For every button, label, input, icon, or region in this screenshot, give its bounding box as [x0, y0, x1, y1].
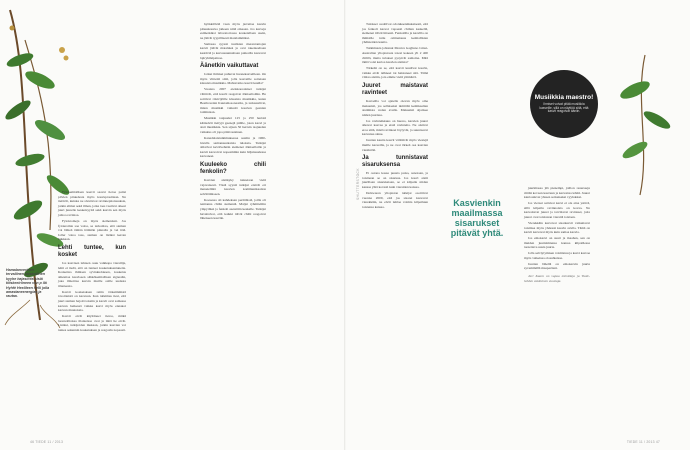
music-badge — [530, 70, 598, 138]
paragraph: juurimassa jää pienempi, joillon resursseja riittää kovaan kasvuun ja kasvattaa lehtiä. Juuret kiertoutuvat yhteen sotkuiseksi vyyhdeksi. — [524, 186, 590, 200]
section-heading: Äänetkin vaikuttavat — [200, 63, 259, 70]
paragraph: Tulokset osoittivat odotuksenmukaisesti, että jos fenkoli kasvoi vapaasti chilien keskellä, siemenet itävät hitaasti. Fenkolilla ja kasvilla on ihmisille tuttu ominaisuus kemiallisten yhdisteiden kautta. — [362, 22, 428, 45]
author-note: Jari Kaaro on vapaa toimittaja ja Tiede-lehden vakituinen avustaja. — [524, 274, 590, 283]
paragraph: Juurten lähellä on emokasvin juuria syvemmällä maaperässä. — [524, 261, 590, 271]
right-column-2 — [524, 186, 590, 285]
paragraph: Vuonna 2007 etelakorealaiset tutkijat väittivät, että kasvit reagoivat ääniaaltoihin. He soittivat riisivijöille klassista musiikkia, kuten Beethovenin Kuutamosonaattia, ja tarkastelivat, miten musiikki vaikutti kasvien geenien toimintaan. — [200, 87, 266, 115]
paragraph: Tutkimusta johtanut Monica Gagliano Länsi-Australian yliopistosta totesi kokeen yli 2 400 chililä, mutta tulokset pysyivät samoina. Mitä tämä voisi kertoa kasvien aistista? — [362, 46, 428, 65]
section-heading: Lehti tuntee, kun kosket — [58, 244, 126, 258]
section-heading: Ja tunnistavat sisaruksensa — [362, 155, 428, 169]
image-caption: Hamalanverinen tervaliinen kirskoliinen kyyhe hajasiittis sisiä tiitskeeiriineen vón p ilä Hyhfè Heelileen helli jolla amastaneenergiaa ja rautaa. — [6, 268, 50, 299]
badge-title: Musiikkia maestro! — [534, 93, 594, 101]
paragraph: Kasvien aistikyky tunnetaan vielä vajavaisesti. Tästä syystä tutkijat etsivät eri menetelmiä kasvien kommunikaation selvittämiseen. — [200, 178, 266, 196]
paragraph: hyökkäävää vaan myös jarruttaa kasvin pituuskasvua jatkaen niitä oikeaan. Jos kasveja esimerkiksi laboratoriossa kosketellaan usein, ne jäävät tyypillisesti matalammiksi. — [200, 22, 266, 40]
paragraph: Et ostona kasaa puusta putsa, sanotaan, ja toisinaan se on sisaruus. Jos kasvi aistii juurillaan sisaruksiaan, se ei kilpaile niiden kanssa yhtä kovasti kuin vieraiden kanssa. — [362, 171, 428, 189]
paragraph: Kasvit kosketaksen reitin tärkeimmistä tavoitteistä on kasvuun. Kun tutkimus tiesi, että juuri siemen hajotti toksiin ja kasvit ovat samassa kasvun hetkessä vaikka kasvi myös ennakoi kasvun muutoksia. — [58, 289, 126, 313]
paragraph: Koesessa oli kahdeksan perättäistä, joilla oli tenttanna chilin siemeniä. Maljat ryhmiteltiin ympyräksi ja fenkoli asetettiin keskelle. Tutkijat havaitsivat, että kaikki itävät chilit reagoivat läheiseen kasviin. — [200, 197, 266, 221]
left-column-1 — [58, 190, 126, 334]
paragraph: Jos emokasvi on suurt ja maahan, sen on muiden juurisimiensa kanssa kilpaillessa tuotettava uusia juuria. — [524, 236, 590, 250]
paragraph: Delawaren yliopiston tutkijat osoittivat vuonna 2009, että jos sisaret kasvavat vierekkäin, ne eivät tuhlaa voimia kilpailuun toistensa kanssa. — [362, 190, 428, 209]
paragraph: Tärkeää on se, että kasvit kuulivat kasvin, vaikka eivät nähneet tai haistaneet sitä. Tämä viittaa aistiin, jota emme vielä ymmärrä. — [362, 66, 428, 80]
paragraph: Juurten kautta kasvit välittävät myös viestejä muille kasveille, ja ne ovat tärkeä osa kasvien viestintää. — [362, 138, 428, 152]
paragraph: Kanadalaistutkimuksessa saatiin ja 1960-luvulla samansuuntaisia tuloksia. Tutkijat altistivat kevätvehnän siemenet ääniaalloille ja kasvit kasvoivat nopeammin kuin hiljaisuudessa kasvaneet. — [200, 136, 266, 159]
paragraph: Jotkut ihmiset puhuvat huonekasveilleen. On myös viitteitä siitä, jolla kasveille soitetaan klassista musiikkia. Mahtavatko kasvit kuulla? — [200, 72, 266, 86]
paragraph: Jos vieraat sattuvat kasvi ei ole aina ystävä, sillä kilpailu ravinnoista on kovaa. Ne kasvattavat juuret ja tarvittavat ravinteet, jotta juuret ovat toisistaan vieraitä toistaan. — [524, 201, 590, 219]
leaf-decoration — [605, 50, 675, 200]
paragraph: Musiikin taajuudet 125 ja 250 hertsiä käänsivät tiettyjä geenejä päälle, joten kasvi ja aisti musiikkia. Sen sijaan 50 hertsin taajuuden vaikutus oli jopa päinvastainen. — [200, 116, 266, 135]
paragraph: Vierekkäin kasvavat sisarkasvit vaikuttavat toisiinsa myös yhdessä kasvin avulla. Tämä on kasvit kasvavat myös kuin samaa kasvia. — [524, 220, 590, 235]
paragraph: Jolla selviytymisen voimistuu ja kasvi kasvaa myös vaikeissa olosuhteissa. — [524, 251, 590, 260]
section-heading: Juuret maistavat ravinteet — [362, 82, 428, 96]
paragraph: Kasveilla voi ajatella olevan myös oma makuaisti, jos sellaiseksi nimittää kemikaalien aistimista veden avulla. Makuaisti sijaitsee niiden juurissa. — [362, 98, 428, 117]
page-gutter — [344, 0, 346, 450]
badge-text: Ihmiset voivat pitää musiikkia kasveille, sillä on näyttöä siitä, että kasvit reagoivat ääniin. — [539, 101, 589, 114]
photo-credit: SHUTTERSTOCK — [356, 168, 360, 200]
left-column-2 — [200, 22, 266, 222]
paragraph: Kasvit eivät käyttäneet tietoa, mitkä luonnollisissa tilanteissa ovat ja mitä he eivät. Lisäksi, tutkijoiden mukaan, jotkin kasvien voi tuntea sekunnin kosketuksen ja reagoida nopeasti. — [58, 314, 126, 333]
paragraph: Samassa syyssä tuulisten merenrantojen kasvit jäävät matalaksi ja ovat rakenteeltaan kestäviä ja kasvusuunnaltaan paikoilla kasvavat lajiryhmäpainoa. — [200, 41, 266, 60]
section-heading: Kuuleeko chili fenkolin? — [200, 162, 266, 175]
pull-quote: Kasvienkin maailmassa sisarukset pitävät yhtä. — [450, 198, 504, 238]
paragraph: Jos kasvisen lehteen osuu vaikkapa vierailija, lehti ei tiedä, että on tunteet kosketuksentuneita. Koskettaa ihmisen syvinkudoksen, kosketus aiheuttaa kasviseen sähkökemiallisen signaalin, joka ilmoittaa kasvin muille osille uudesta tilanteesta. — [58, 260, 126, 288]
folio-right: TIEDE 11 / 2013 47 — [626, 440, 660, 444]
paragraph: Jos ravinteikkuus on huono, kasvien juuret alkavat kasvaa ja etsiä ravinteita. Ne aistivat eroa siitä, mistä ravinteet löytyvät, ja suuntaavat kasvunsa sinne. — [362, 118, 428, 137]
paragraph: Fytokromeja on myös siemenissä. Jos fytokromia saa valoa, se tarkoittaa, että siemen voi lähteä tämän itämään pinnalla ja vei itää. Joller valoa taas, siemen on lisäksi kerran hukkaan. — [58, 218, 126, 242]
paragraph: Fytokemiallisen kaavit saavat tietoa paitsi pilvien pituudesta myös kasvuprasittaan. Ne tietävät, kuinka ne sivuttavat ravinnepitoisuuksia, jotkin elimet sekä ilman, jotka taas vaativat oikeat juuri juurelle keskeisyyttä sekä kasvin sen myös johtoa ravintoa. — [58, 190, 126, 217]
folio-left: 46 TIEDE 11 / 2013 — [30, 440, 64, 444]
right-column-1 — [362, 22, 428, 211]
